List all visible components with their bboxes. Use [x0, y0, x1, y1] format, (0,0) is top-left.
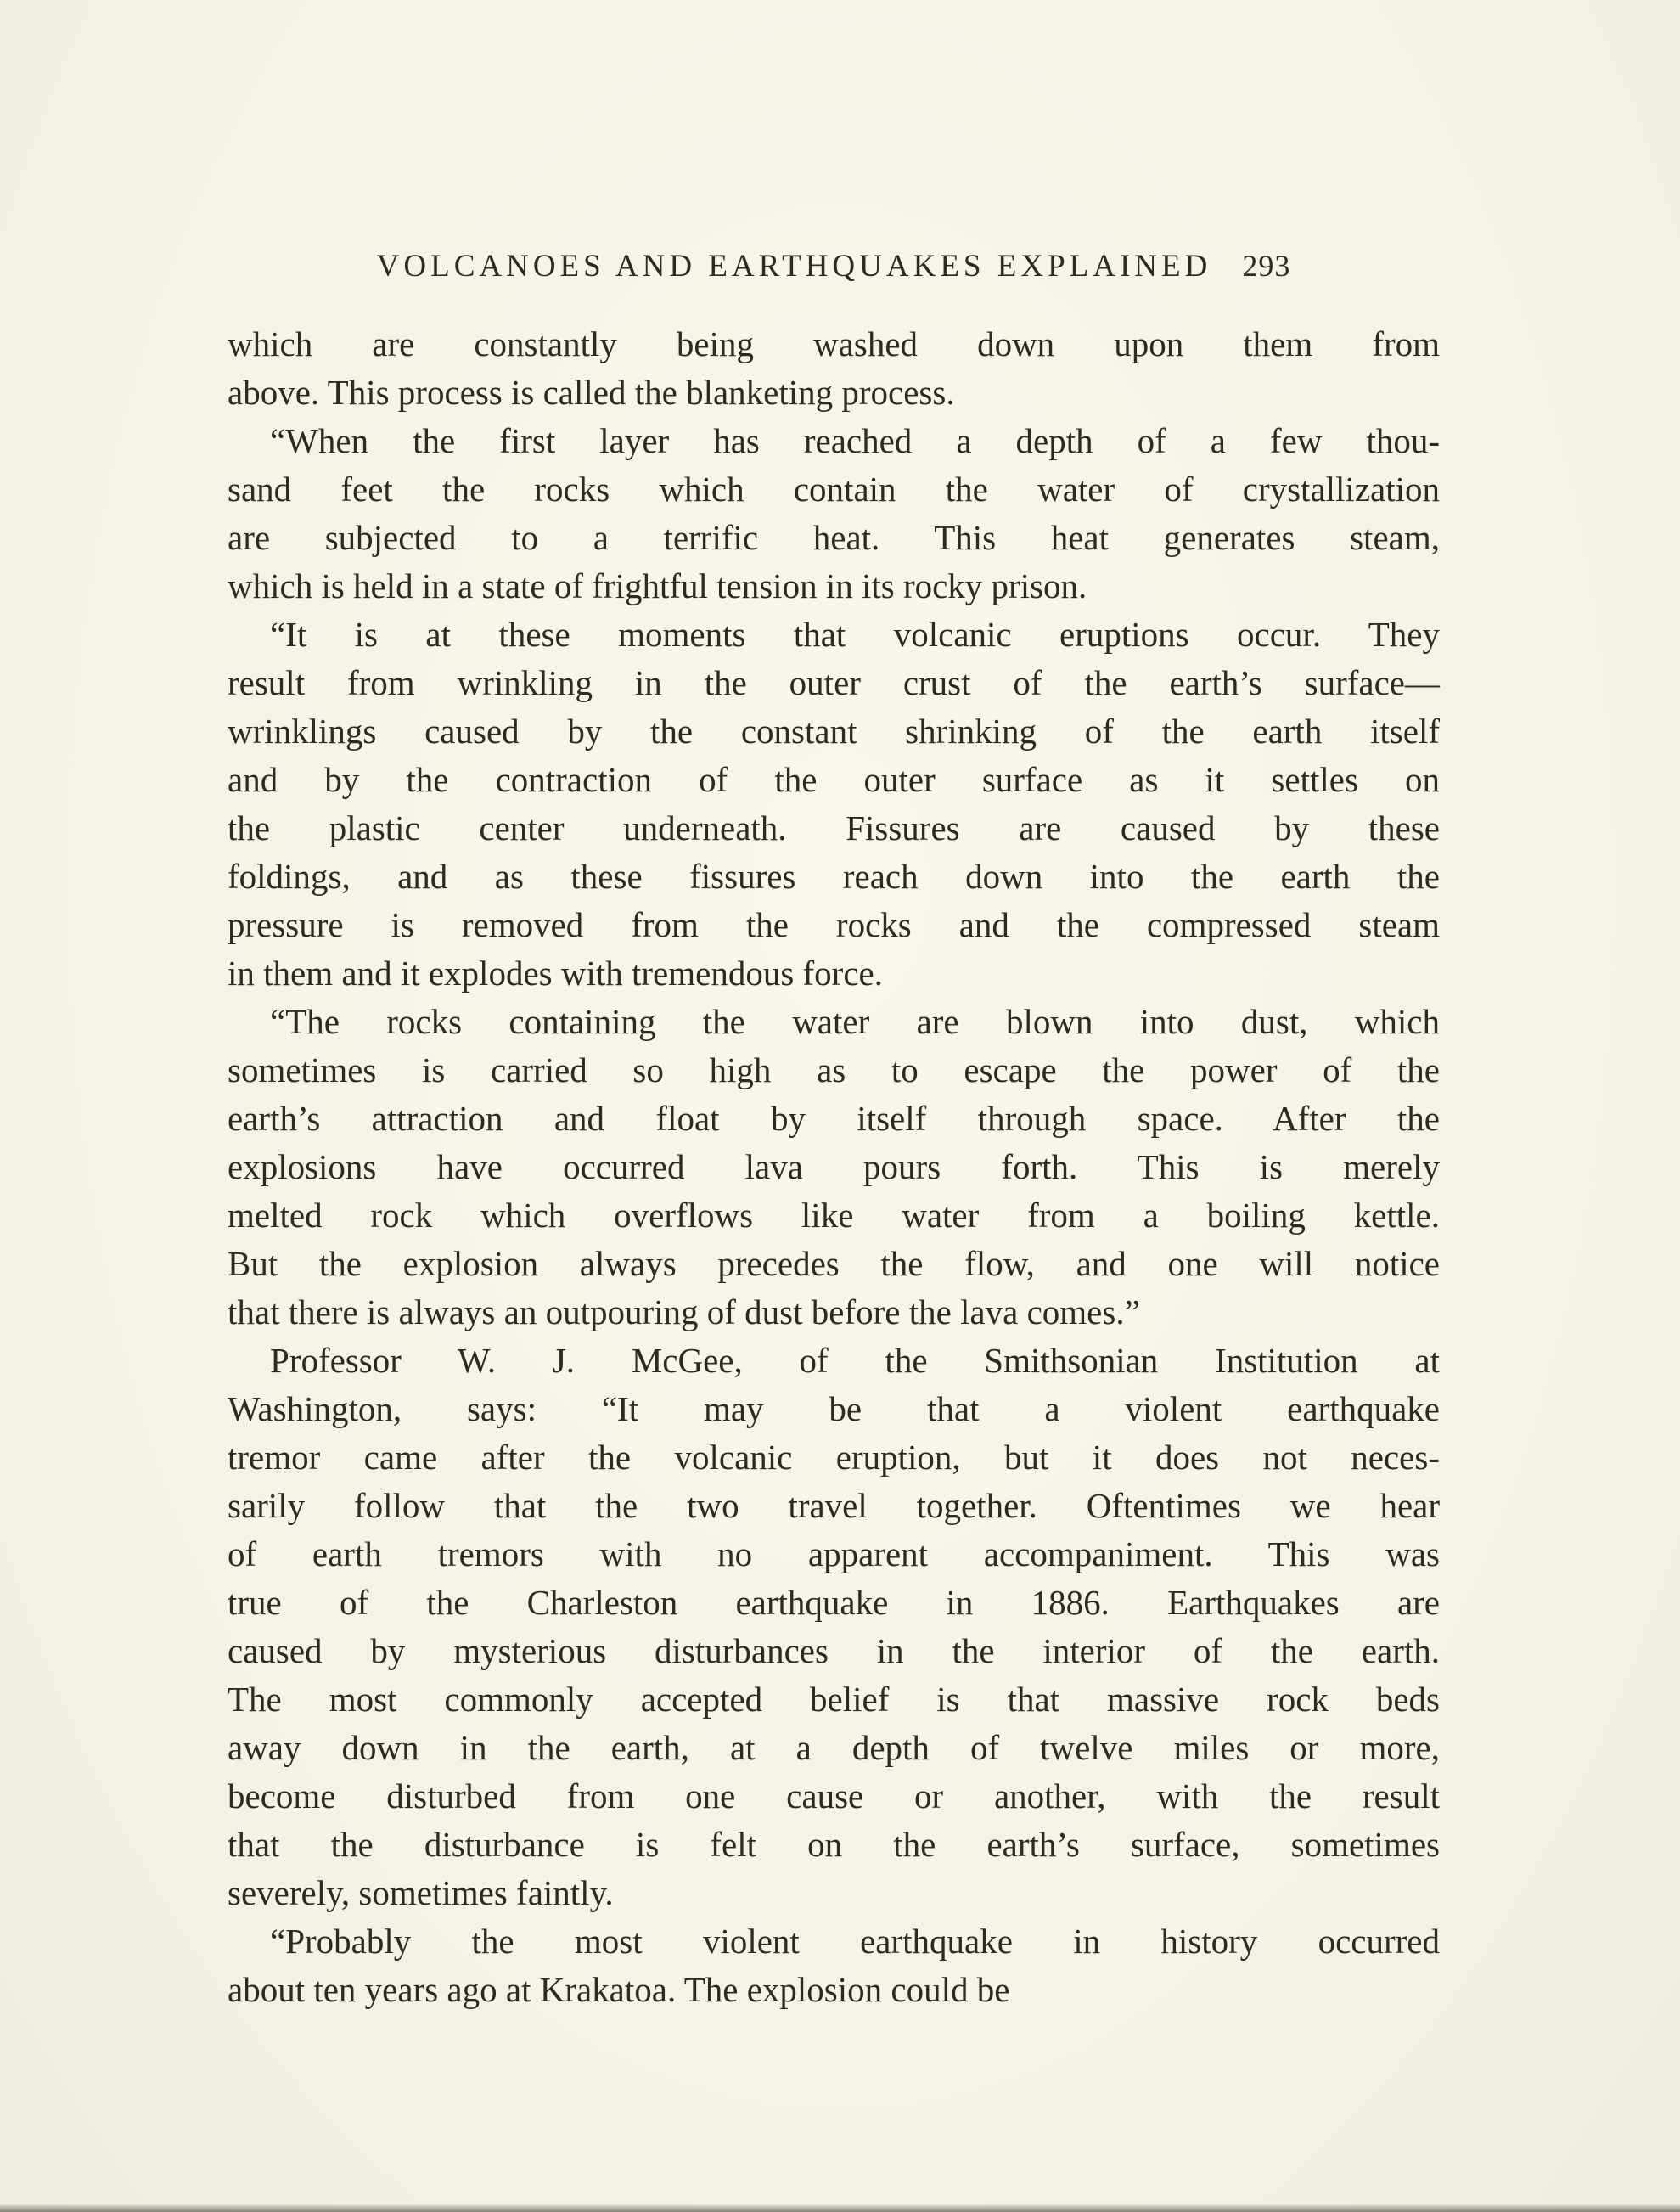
- text-line: Professor W. J. McGee, of the Smithsonian Institution at: [270, 1341, 1440, 1380]
- text-line: sarily follow that the two travel together. Oftentimes we hear: [228, 1486, 1440, 1525]
- text-line: earth’s attraction and float by itself through space. After the: [228, 1099, 1440, 1138]
- text-line: The most commonly accepted belief is that massive rock beds: [228, 1680, 1440, 1719]
- page-header-title: VOLCANOES AND EARTHQUAKES EXPLAINED: [376, 249, 1212, 284]
- text-line: above. This process is called the blanketing process.: [228, 373, 955, 412]
- text-line: the plastic center underneath. Fissures are caused by these: [228, 808, 1440, 847]
- text-line: tremor came after the volcanic eruption, but it does not neces-: [228, 1438, 1440, 1477]
- text-line: severely, sometimes faintly.: [228, 1873, 614, 1912]
- paragraph: [228, 417, 1440, 611]
- text-line: melted rock which overflows like water from a boiling kettle.: [228, 1196, 1440, 1235]
- text-line: which is held in a state of frightful tension in its rocky prison.: [228, 566, 1087, 605]
- text-line: Washington, says: “It may be that a violent earthquake: [228, 1389, 1440, 1428]
- paragraph: [228, 611, 1440, 998]
- running-header: [228, 248, 1440, 284]
- text-line: caused by mysterious disturbances in the interior of the earth.: [228, 1631, 1440, 1670]
- text-line: that there is always an outpouring of dust before the lava comes.”: [228, 1292, 1140, 1331]
- paragraphs: [228, 320, 1440, 2014]
- text-line: “It is at these moments that volcanic eruptions occur. They: [270, 615, 1440, 654]
- text-line: explosions have occurred lava pours forth. This is merely: [228, 1147, 1440, 1186]
- paragraph: [228, 320, 1440, 417]
- text-line: which are constantly being washed down upon them from: [228, 324, 1440, 363]
- text-line: and by the contraction of the outer surface as it settles on: [228, 760, 1440, 799]
- text-line: wrinklings caused by the constant shrinking of the earth itself: [228, 712, 1440, 751]
- text-line: pressure is removed from the rocks and the compressed steam: [228, 905, 1440, 944]
- text-line: sand feet the rocks which contain the water of crystallization: [228, 470, 1440, 509]
- paragraph: [228, 998, 1440, 1337]
- text-line: of earth tremors with no apparent accompaniment. This was: [228, 1534, 1440, 1573]
- text-line: true of the Charleston earthquake in 1886. Earthquakes are: [228, 1583, 1440, 1622]
- text-line: about ten years ago at Krakatoa. The explosion could be: [228, 1970, 1010, 2009]
- text-line: foldings, and as these fissures reach down into the earth the: [228, 857, 1440, 896]
- text-line: “The rocks containing the water are blown into dust, which: [270, 1002, 1440, 1041]
- paragraph: [228, 1917, 1440, 2014]
- text-line: result from wrinkling in the outer crust of the earth’s surface—: [228, 663, 1440, 702]
- text-line: “When the first layer has reached a depth of a few thou-: [270, 421, 1440, 460]
- text-line: are subjected to a terrific heat. This heat generates steam,: [228, 518, 1440, 557]
- text-line: But the explosion always precedes the flow, and one will notice: [228, 1244, 1440, 1283]
- text-block: [228, 248, 1440, 2014]
- text-line: that the disturbance is felt on the earth’s surface, sometimes: [228, 1825, 1440, 1864]
- page-number: 293: [1242, 249, 1291, 283]
- paragraph: [228, 1337, 1440, 1917]
- text-line: become disturbed from one cause or another, with the result: [228, 1776, 1440, 1815]
- text-line: sometimes is carried so high as to escape the power of the: [228, 1050, 1440, 1089]
- text-line: “Probably the most violent earthquake in history occurred: [270, 1922, 1440, 1961]
- text-line: in them and it explodes with tremendous force.: [228, 954, 883, 993]
- text-line: away down in the earth, at a depth of twelve miles or more,: [228, 1728, 1440, 1767]
